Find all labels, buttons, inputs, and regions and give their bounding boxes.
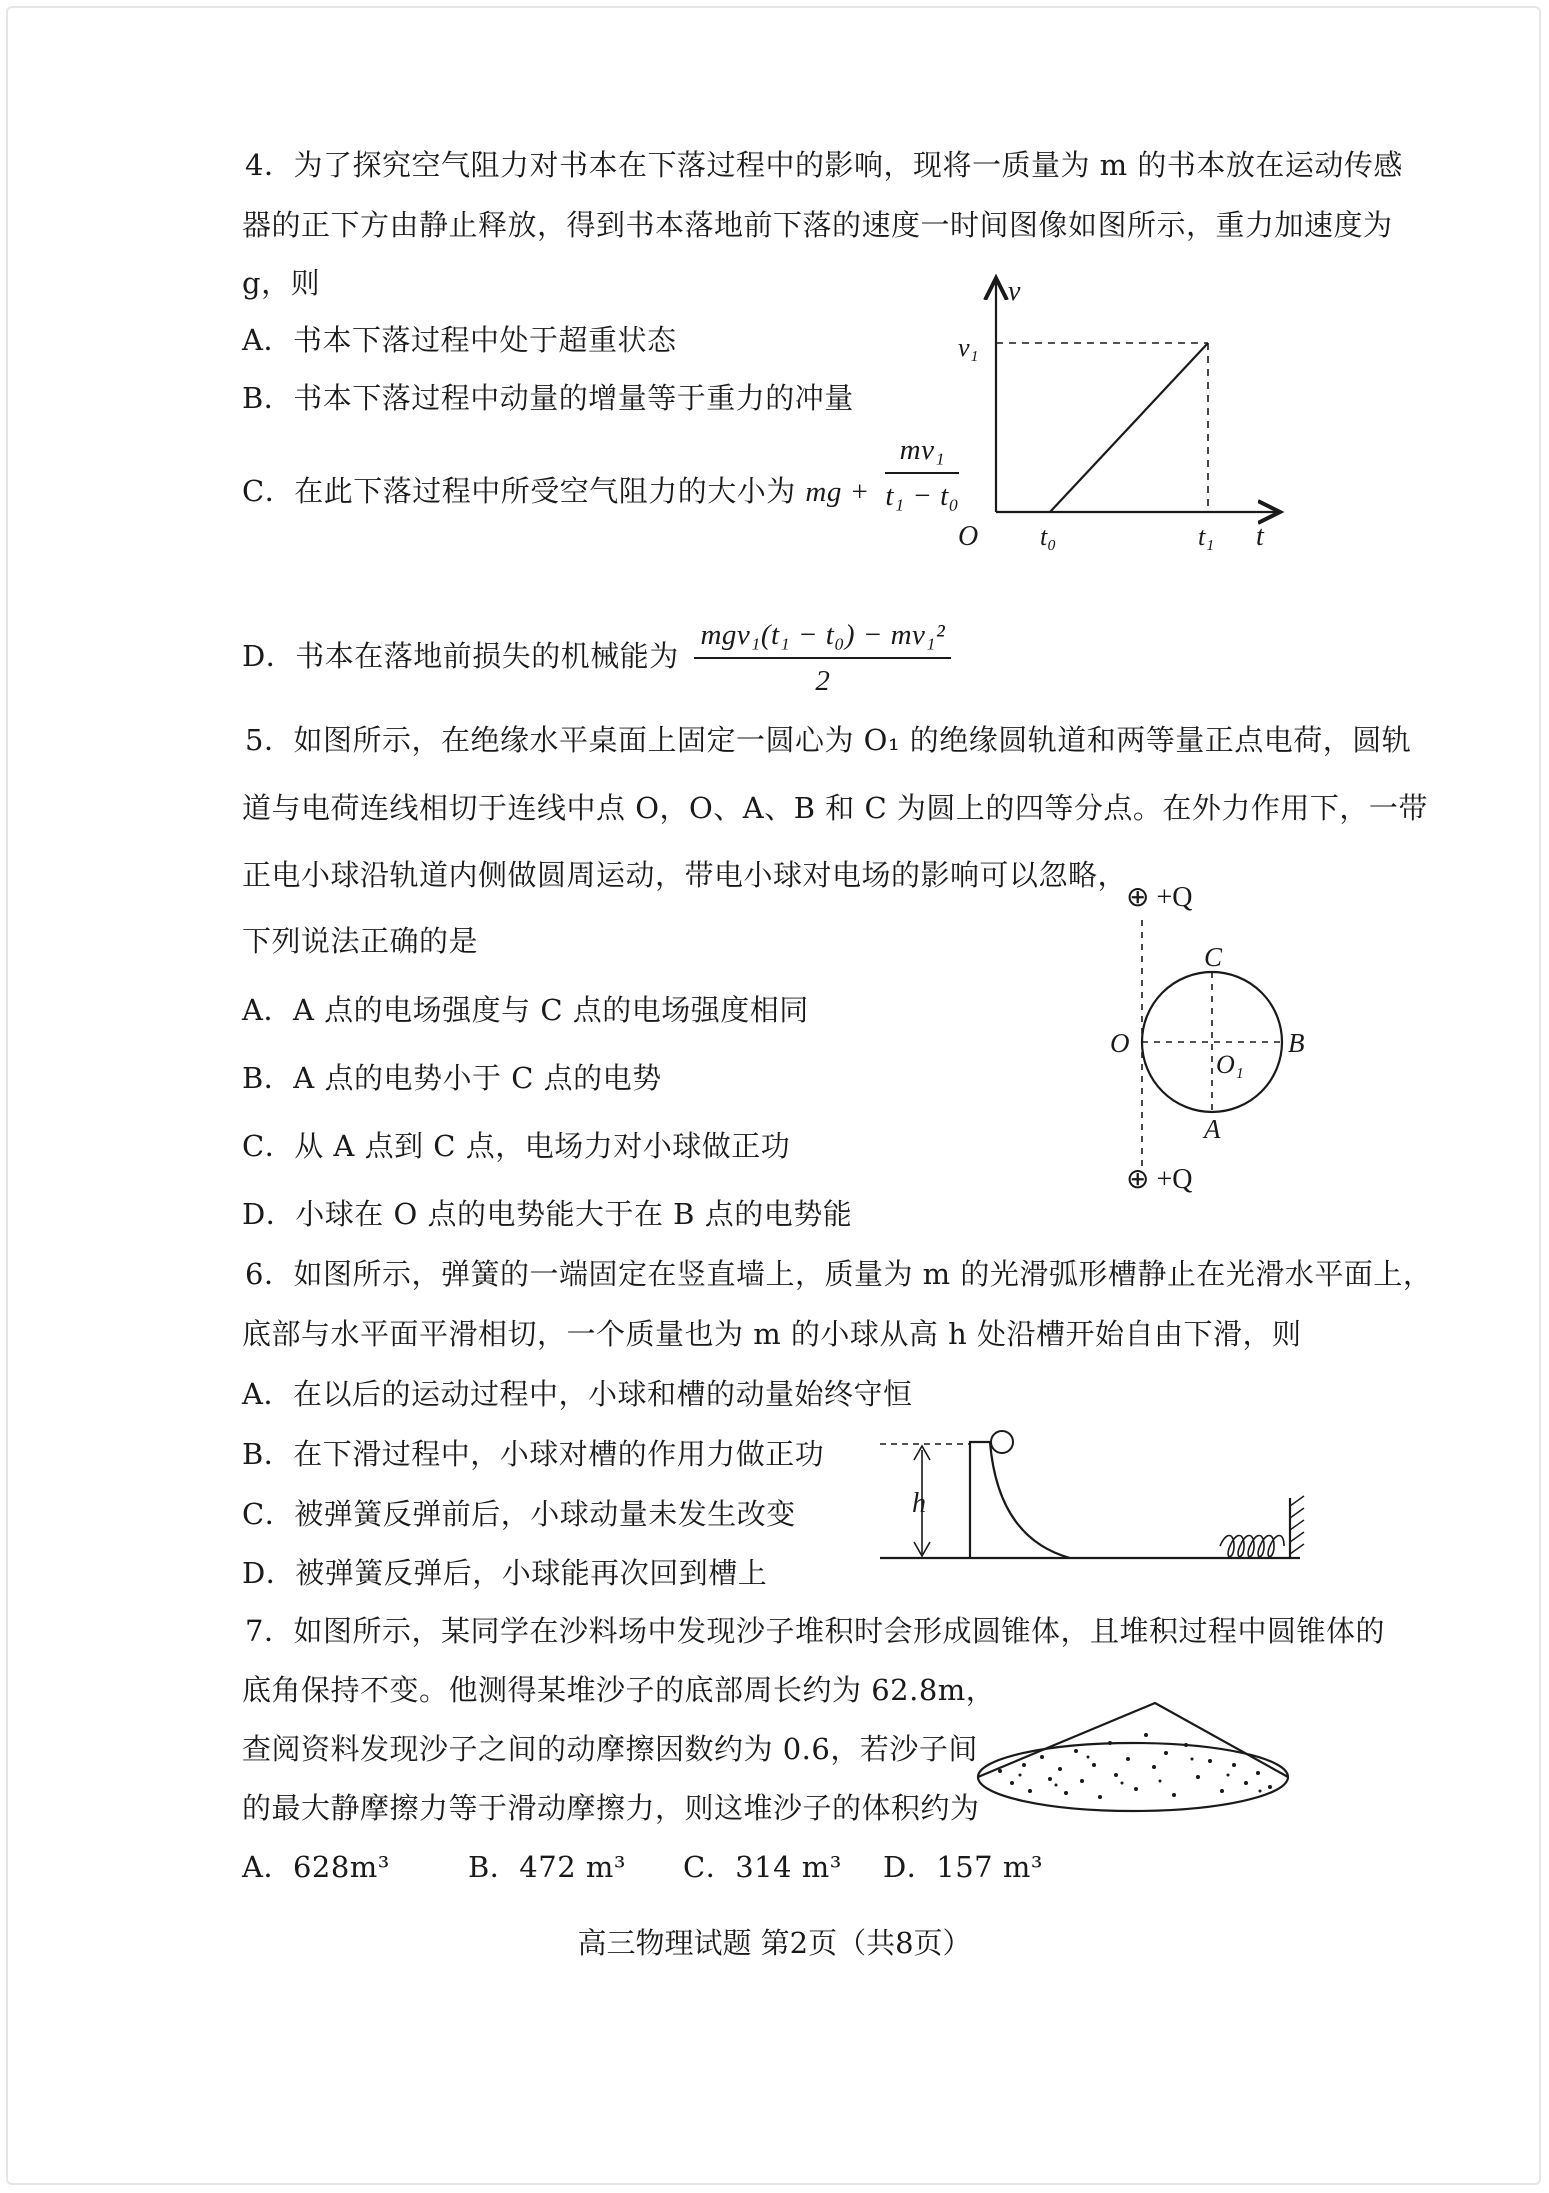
q4-option-c-denominator: t₁ − t₀ bbox=[885, 480, 960, 512]
q7-cone-base bbox=[978, 1743, 1288, 1811]
q6-arc-groove bbox=[970, 1442, 1070, 1558]
q4-option-d-numerator: mgv₁(t₁ − t₀) − mv₁² bbox=[694, 615, 951, 659]
q4-option-c-numerator: mv₁ bbox=[885, 430, 959, 474]
q5-option-d: D．小球在 O 点的电势能大于在 B 点的电势能 bbox=[242, 1197, 853, 1231]
q5-charge-bottom: ⊕ +Q bbox=[1126, 1164, 1193, 1195]
q5-stem-line-4: 下列说法正确的是 bbox=[242, 924, 479, 958]
q6-option-c: C．被弹簧反弹前后，小球动量未发生改变 bbox=[242, 1497, 796, 1531]
q5-circular-track bbox=[1142, 972, 1282, 1112]
q5-point-c: C bbox=[1204, 942, 1223, 972]
q4-option-a: A．书本下落过程中处于超重状态 bbox=[242, 323, 677, 357]
q4-graph-y-label: v bbox=[1008, 276, 1021, 307]
q4-graph-v1-label: v₁ bbox=[958, 333, 979, 362]
q6-option-a: A．在以后的运动过程中，小球和槽的动量始终守恒 bbox=[242, 1377, 913, 1411]
q6-option-b: B．在下滑过程中，小球对槽的作用力做正功 bbox=[242, 1437, 825, 1471]
q6-option-d: D．被弹簧反弹后，小球能再次回到槽上 bbox=[242, 1556, 768, 1590]
q4-stem-line-2: 器的正下方由静止释放，得到书本落地前下落的速度一时间图像如图所示，重力加速度为 bbox=[242, 208, 1393, 242]
q4-option-c bbox=[242, 434, 960, 516]
q4-velocity-time-graph bbox=[950, 270, 1300, 560]
q4-option-c-text: C．在此下落过程中所受空气阻力的大小为 bbox=[242, 474, 796, 508]
q5-stem-line-1: 5．如图所示，在绝缘水平桌面上固定一圆心为 O₁ 的绝缘圆轨道和两等量正点电荷，圆轨 bbox=[245, 723, 1412, 757]
q4-option-d-text: D．书本在落地前损失的机械能为 bbox=[242, 639, 679, 673]
q4-option-d-fraction bbox=[694, 615, 951, 701]
q4-graph-velocity-line bbox=[1050, 343, 1208, 512]
q7-stem-line-3: 查阅资料发现沙子之间的动摩擦因数约为 0.6，若沙子间 bbox=[242, 1732, 978, 1766]
q4-option-d bbox=[242, 615, 951, 701]
q4-option-d-denominator: 2 bbox=[815, 665, 831, 697]
page-footer: 高三物理试题 第2页（共8页） bbox=[577, 1926, 972, 1960]
q5-center-o1: O₁ bbox=[1216, 1050, 1244, 1079]
q7-stem-line-4: 的最大静摩擦力等于滑动摩擦力，则这堆沙子的体积约为 bbox=[242, 1791, 980, 1825]
q4-option-c-expr: mg + bbox=[805, 476, 870, 508]
q7-option-a: A．628m³ bbox=[242, 1850, 390, 1884]
q5-option-b: B．A 点的电势小于 C 点的电势 bbox=[242, 1061, 662, 1095]
q4-graph-origin-label: O bbox=[958, 521, 979, 552]
q6-stem-line-2: 底部与水平面平滑相切，一个质量也为 m 的小球从高 h 处沿槽开始自由下滑，则 bbox=[242, 1317, 1302, 1351]
q6-wall-hatching bbox=[1290, 1496, 1304, 1554]
q7-stem-line-1: 7．如图所示，某同学在沙料场中发现沙子堆积时会形成圆锥体，且堆积过程中圆锥体的 bbox=[245, 1614, 1385, 1648]
q5-option-a: A．A 点的电场强度与 C 点的电场强度相同 bbox=[242, 993, 809, 1027]
q5-stem-line-3: 正电小球沿轨道内侧做圆周运动，带电小球对电场的影响可以忽略， bbox=[242, 858, 1128, 892]
q7-option-b: B．472 m³ bbox=[468, 1850, 627, 1884]
q4-stem-line-1: 4．为了探究空气阻力对书本在下落过程中的影响，现将一质量为 m 的书本放在运动传感 bbox=[245, 148, 1403, 182]
q4-option-c-fraction bbox=[885, 430, 959, 516]
q5-point-a: A bbox=[1204, 1114, 1221, 1144]
q5-point-o: O bbox=[1110, 1028, 1130, 1058]
q4-graph-t0-label: t₀ bbox=[1040, 522, 1057, 551]
q4-graph-x-label: t bbox=[1256, 521, 1264, 552]
q5-option-c: C．从 A 点到 C 点，电场力对小球做正功 bbox=[242, 1129, 791, 1163]
q6-height-label: h bbox=[912, 1488, 926, 1519]
q7-sand-cone-figure bbox=[960, 1695, 1310, 1825]
q7-stem-line-2: 底角保持不变。他测得某堆沙子的底部周长约为 62.8m， bbox=[242, 1673, 996, 1707]
q4-stem-line-3: g，则 bbox=[242, 266, 321, 300]
q6-slope-spring-figure bbox=[870, 1420, 1320, 1570]
q5-circle-track-figure bbox=[1100, 870, 1340, 1200]
q7-option-d: D．157 m³ bbox=[883, 1850, 1043, 1884]
q4-option-b: B．书本下落过程中动量的增量等于重力的冲量 bbox=[242, 381, 854, 415]
q6-spring bbox=[1220, 1536, 1284, 1557]
q7-option-c: C．314 m³ bbox=[683, 1850, 842, 1884]
q5-charge-top: ⊕ +Q bbox=[1126, 882, 1193, 913]
q6-stem-line-1: 6．如图所示，弹簧的一端固定在竖直墙上，质量为 m 的光滑弧形槽静止在光滑水平面上， bbox=[245, 1257, 1433, 1291]
q4-graph-t1-label: t₁ bbox=[1198, 522, 1215, 551]
q6-ball bbox=[991, 1431, 1013, 1453]
q5-stem-line-2: 道与电荷连线相切于连线中点 O，O、A、B 和 C 为圆上的四等分点。在外力作用下，一带 bbox=[242, 791, 1428, 825]
q5-point-b: B bbox=[1288, 1028, 1305, 1058]
